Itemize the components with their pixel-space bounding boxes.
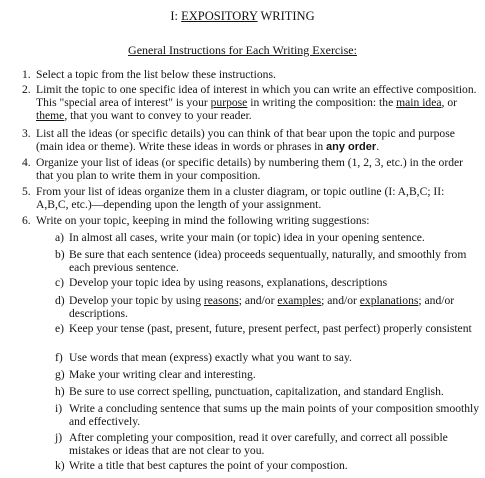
- suggestion-c: [55, 277, 480, 290]
- instruction-item-4: [22, 157, 478, 183]
- suggestion-text: [69, 232, 480, 245]
- item-number: 4.: [22, 156, 31, 169]
- instruction-item-5: [22, 186, 478, 212]
- main-idea-term: main idea: [396, 95, 442, 109]
- title-prefix: I:: [170, 9, 182, 23]
- suggestion-text: [69, 323, 480, 336]
- instruction-item-3: [22, 128, 478, 154]
- item-text-part: , that you want to convey to your reader.: [64, 108, 252, 122]
- suggestion-text: [69, 352, 480, 365]
- theme-term: theme: [36, 108, 65, 122]
- reasons-term: reasons: [203, 294, 239, 307]
- item-text-part: Limit the topic to one specific idea of interest in which you can write an effective composition. This "special area of interest" is your: [36, 83, 477, 109]
- instruction-item-1: [22, 69, 478, 82]
- suggestion-letter: d): [55, 294, 65, 307]
- instruction-item-6: [22, 215, 478, 228]
- item-number: 6.: [22, 214, 31, 227]
- suggestion-text-part: ; and/or descriptions.: [69, 294, 455, 320]
- item-text-part: Organize your list of ideas (or specific details) by numbering them (1, 2, 3, etc.) in the order that you plan to write them in your composition.: [36, 156, 464, 182]
- suggestion-j: [55, 432, 480, 458]
- any-order-term: any order: [326, 140, 377, 153]
- item-number: 2.: [22, 83, 31, 96]
- item-text-part: List all the ideas (or specific details) you can think of that bear upon the topic and purpose (main idea or theme). Write these ideas in words or phrases in: [36, 127, 455, 153]
- suggestion-text: [69, 369, 480, 382]
- item-text-part: From your list of ideas organize them in a cluster diagram, or topic outline (I: A,B,C; II: A,B,C, etc.)—depending upon the length of your assignment.: [36, 185, 445, 211]
- suggestion-letter: h): [55, 385, 65, 398]
- suggestion-i: [55, 403, 480, 429]
- suggestion-b: [55, 249, 480, 275]
- suggestion-text: [69, 460, 480, 473]
- suggestion-k: [55, 460, 480, 473]
- suggestion-text-part: After completing your composition, read it over carefully, and correct all possible mistakes or ideas that are not clear to you.: [69, 431, 448, 457]
- suggestion-e: [55, 323, 480, 336]
- suggestion-text-part: Be sure that each sentence (idea) proceeds sequentually, naturally, and smoothly from each previous sentence.: [69, 248, 467, 274]
- page-subtitle: General Instructions for Each Writing Exercise:: [128, 43, 357, 57]
- item-text-part: Write on your topic, keeping in mind the following writing suggestions:: [36, 214, 370, 227]
- suggestion-text: [69, 403, 480, 429]
- suggestion-f: [55, 352, 480, 365]
- item-text: [36, 186, 478, 212]
- item-text: [36, 128, 478, 154]
- suggestion-letter: k): [55, 459, 65, 472]
- item-number: 3.: [22, 127, 31, 140]
- suggestion-text: [69, 386, 480, 399]
- purpose-term: purpose: [210, 95, 248, 109]
- suggestion-text-part: Write a title that best captures the point of your compostion.: [69, 459, 348, 472]
- suggestion-text-part: Be sure to use correct spelling, punctuation, capitalization, and standard English.: [69, 385, 444, 398]
- suggestion-text: [69, 432, 480, 458]
- suggestion-h: [55, 386, 480, 399]
- suggestion-letter: c): [55, 276, 65, 289]
- suggestion-text: [69, 249, 480, 275]
- page-title: [0, 10, 485, 23]
- suggestion-text-part: Make your writing clear and interesting.: [69, 368, 256, 381]
- suggestion-letter: f): [55, 351, 63, 364]
- item-text: [36, 69, 478, 82]
- suggestion-d: [55, 295, 480, 321]
- instruction-item-2: [22, 84, 478, 122]
- item-number: 1.: [22, 68, 31, 81]
- item-text-part: , or: [441, 95, 457, 109]
- suggestion-letter: j): [55, 431, 63, 444]
- suggestion-letter: b): [55, 248, 65, 261]
- suggestion-a: [55, 232, 480, 245]
- title-main: EXPOSITORY: [181, 9, 258, 23]
- suggestion-text-part: Keep your tense (past, present, future, present perfect, past perfect) properly consistent: [69, 322, 472, 335]
- suggestion-text: [69, 277, 480, 290]
- suggestion-letter: g): [55, 368, 65, 381]
- suggestion-text-part: ; and/or: [238, 294, 278, 307]
- item-text-part: Select a topic from the list below these instructions.: [36, 68, 276, 81]
- title-suffix: WRITING: [257, 9, 315, 23]
- suggestion-text: [69, 295, 480, 321]
- examples-term: examples: [277, 294, 322, 307]
- suggestion-letter: a): [55, 231, 65, 244]
- suggestion-text-part: Develop your topic by using: [69, 294, 204, 307]
- item-text-part: .: [376, 139, 380, 153]
- item-text: [36, 215, 478, 228]
- suggestion-text-part: Use words that mean (express) exactly what you want to say.: [69, 351, 352, 364]
- suggestion-letter: i): [55, 402, 63, 415]
- item-text: [36, 84, 478, 122]
- item-text: [36, 157, 478, 183]
- suggestion-text-part: In almost all cases, write your main (or topic) idea in your opening sentence.: [69, 231, 425, 244]
- suggestion-text-part: Write a concluding sentence that sums up the main points of your composition smoothly and effectively.: [69, 402, 480, 428]
- explanations-term: explanations: [359, 294, 419, 307]
- suggestion-text-part: Develop your topic idea by using reasons, explanations, descriptions: [69, 276, 388, 289]
- suggestion-text-part: ; and/or: [321, 294, 360, 307]
- suggestion-g: [55, 369, 480, 382]
- item-text-part: in writing the composition: the: [247, 95, 397, 109]
- item-number: 5.: [22, 185, 31, 198]
- suggestion-letter: e): [55, 322, 65, 335]
